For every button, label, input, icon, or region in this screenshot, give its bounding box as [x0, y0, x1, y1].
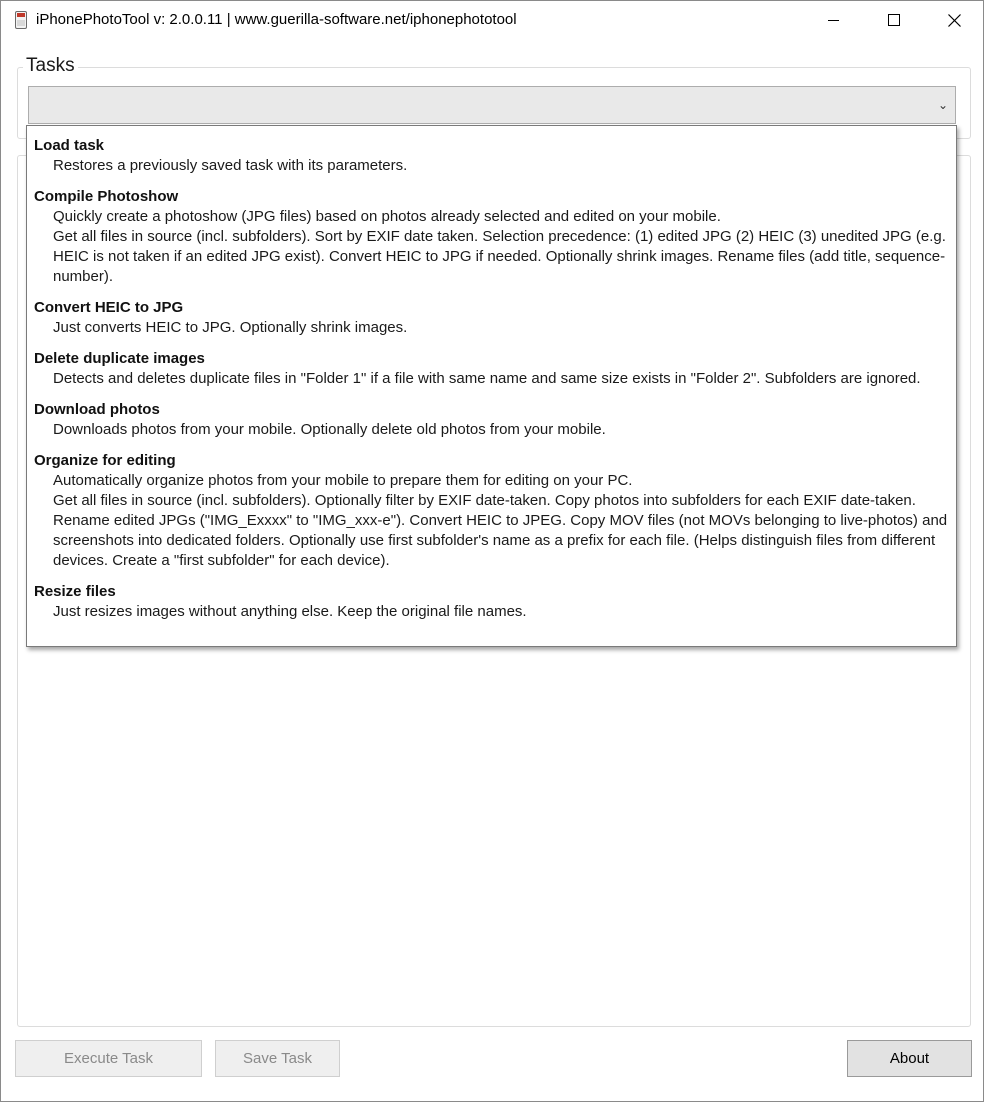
option-title: Convert HEIC to JPG [34, 299, 184, 316]
option-description: Just resizes images without anything else. Keep the original file names. [53, 603, 527, 620]
option-title: Load task [34, 137, 105, 154]
window-title: iPhonePhotoTool v: 2.0.0.11 | www.guerilla-software.net/iphonephototool [36, 11, 517, 28]
task-select[interactable] [28, 86, 956, 124]
close-icon [948, 14, 961, 27]
dropdown-option[interactable] [27, 582, 956, 622]
maximize-icon [888, 14, 900, 26]
dropdown-option[interactable] [27, 451, 956, 571]
option-description: Quickly create a photoshow (JPG files) based on photos already selected and edited on your mobile. Get all files in source (incl. subfolders). Sort by EXIF date taken. Selection precedence: (1) edited JPG (2) HEIC (3) unedited JPG (e.g. HEIC is not taken if an edited JPG exist). Convert HEIC to JPG if needed. Optionally shrink images. Rename files (add title, sequence-number). [53, 208, 946, 285]
dropdown-option[interactable] [27, 400, 956, 440]
option-description: Detects and deletes duplicate files in "Folder 1" if a file with same name and same size exists in "Folder 2". Subfolders are ignored. [53, 370, 921, 387]
app-icon [15, 11, 27, 29]
task-dropdown-list [26, 125, 957, 647]
minimize-icon [828, 20, 839, 21]
title-bar[interactable] [1, 1, 983, 39]
option-description: Restores a previously saved task with its parameters. [53, 157, 408, 174]
close-button[interactable] [925, 1, 983, 39]
maximize-button[interactable] [865, 1, 923, 39]
dropdown-option[interactable] [27, 187, 956, 287]
option-description: Automatically organize photos from your mobile to prepare them for editing on your PC. Get all files in source (incl. subfolders). Optionally filter by EXIF date-taken. Copy photos into subfolders for each EXIF date-taken. Rename edited JPGs ("IMG_Exxxx" to "IMG_xxx-e"). Convert HEIC to JPEG. Copy MOV files (not MOVs belonging to live-photos) and screenshots into dedicated folders. Optionally use first subfolder's name as a prefix for each file. (Helps distinguish files from different devices. Create a "first subfolder" for each device). [53, 472, 948, 569]
dropdown-option[interactable] [27, 136, 956, 176]
option-title: Resize files [34, 583, 116, 600]
chevron-down-icon[interactable]: ⌄ [937, 98, 948, 112]
option-title: Download photos [34, 401, 160, 418]
minimize-button[interactable] [804, 1, 862, 39]
save-task-button[interactable]: Save Task [215, 1040, 340, 1077]
dropdown-option[interactable] [27, 298, 956, 338]
option-title: Organize for editing [34, 452, 176, 469]
tasks-legend: Tasks [23, 55, 78, 77]
option-title: Delete duplicate images [34, 350, 205, 367]
dropdown-option[interactable] [27, 349, 956, 389]
option-title: Compile Photoshow [34, 188, 179, 205]
option-description: Downloads photos from your mobile. Optionally delete old photos from your mobile. [53, 421, 606, 438]
option-description: Just converts HEIC to JPG. Optionally shrink images. [53, 319, 408, 336]
about-button[interactable]: About [847, 1040, 972, 1077]
execute-task-button[interactable]: Execute Task [15, 1040, 202, 1077]
